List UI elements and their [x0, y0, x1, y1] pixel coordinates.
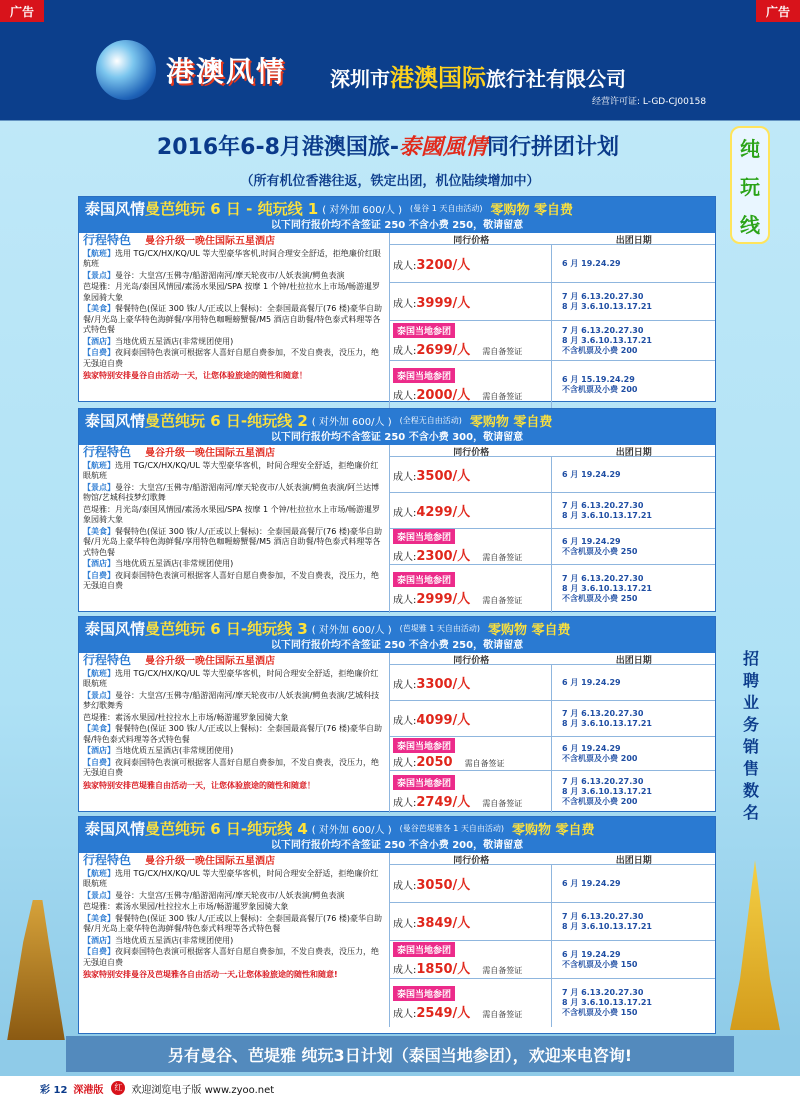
- price-amount: 3300/人: [416, 677, 471, 692]
- table-header: 同行价格 出团日期: [390, 653, 715, 665]
- bottom-banner: 另有曼谷、芭堤雅 纯玩3日计划（泰国当地参团），欢迎来电咨询!: [66, 1036, 734, 1072]
- price-row: [390, 565, 715, 613]
- edition-badge: 红: [111, 1081, 125, 1095]
- itinerary-section-2: [78, 408, 716, 612]
- date-line: 8 月 3.6.10.13.17.21: [562, 921, 652, 931]
- price-note: 以下同行报价均不含签证 250 不含小费 250，敬请留意: [79, 639, 715, 653]
- section-title: 泰国风情曼芭纯玩 6 日-纯玩线 3: [85, 619, 308, 638]
- itinerary-line: 【美食】餐餐特色(保证 300 铢/人/正或以上餐标)：全泰国最高餐厅(76 楼)豪华自助餐/月光岛上豪华特色海鲜餐/特色泰式料理等各式特色餐: [83, 913, 382, 933]
- section-header: [79, 409, 715, 431]
- local-tour-tag: 泰国当地参团: [393, 942, 455, 957]
- date-line: 7 月 6.13.20.27.30: [562, 500, 644, 510]
- itinerary-section-1: [78, 196, 716, 402]
- price-label: 成人:: [393, 680, 417, 691]
- price-label: 成人:: [393, 757, 417, 769]
- footer-bar: [0, 1076, 800, 1100]
- price-label: 成人:: [393, 390, 417, 402]
- visa-note: 需自备签证: [482, 553, 523, 562]
- itinerary-line: 【美食】餐餐特色(保证 300 铢/人/正或以上餐标)：全泰国最高餐厅(76 楼)豪华自助餐/月光岛上豪华特色海鲜餐/享用特色咖喱螃蟹餐/M5 酒店自助餐/特色泰式料理等各式特色餐: [83, 304, 382, 334]
- price-amount: 3500/人: [416, 469, 471, 484]
- date-line: 7 月 6.13.20.27.30: [562, 911, 644, 921]
- itinerary-line: 【航班】选用 TG/CX/HX/KQ/UL 等大型豪华客机，时间合理安全舒适，拒绝廉价红眼航班: [83, 668, 379, 688]
- date-line: 不含机票及小费 200: [562, 753, 638, 763]
- price-note: 以下同行报价均不含签证 250 不含小费 250，敬请留意: [79, 219, 715, 233]
- date-line: 6 月 19.24.29: [562, 949, 621, 959]
- date-line: 7 月 6.13.20.27.30: [562, 325, 644, 335]
- hotel-upgrade: 曼谷升级一晚住国际五星酒店: [145, 656, 276, 667]
- price-amount: 2749/人: [416, 794, 471, 810]
- price-label: 成人:: [393, 919, 417, 930]
- itinerary-line: 【航班】选用 TG/CX/HX/KQ/UL 等大型豪华客机，时间合理安全舒适，拒绝廉价红眼航班: [83, 868, 379, 888]
- date-line: 8 月 3.6.10.13.17.21: [562, 510, 652, 520]
- itinerary-line: 【自费】夜间泰国特色表演可根据客人喜好自愿自费参加，不发自费表，没压力，绝无强迫自费: [83, 947, 379, 967]
- license-number: 经营许可证: L-GD-CJ00158: [592, 97, 707, 107]
- visa-note: 需自备签证: [482, 347, 523, 356]
- local-tour-tag: 泰国当地参团: [393, 529, 455, 544]
- itinerary-line: 芭堤雅：月光岛/泰国风情园/素汤水果园/SPA 按摩 1 个钟/杜拉拉水上市场/畅游暹罗象园骑大象: [83, 504, 381, 524]
- itinerary-details: [79, 233, 389, 409]
- section-title: 泰国风情曼芭纯玩 6 日 - 纯玩线 1: [85, 199, 319, 218]
- recruit-notice: 招聘业务销售数名: [742, 649, 759, 822]
- ad-label-left: 广告: [0, 0, 44, 22]
- price-label: 成人:: [393, 346, 417, 357]
- price-table: [389, 445, 715, 613]
- price-row: [390, 865, 715, 903]
- date-line: 8 月 3.6.10.13.17.21: [562, 335, 652, 345]
- price-row: [390, 737, 715, 771]
- price-row: [390, 245, 715, 283]
- price-note: 以下同行报价均不含签证 250 不含小费 300，敬请留意: [79, 431, 715, 445]
- itinerary-line: 【景点】曼谷：大皇宫/玉佛寺/船游湄南河/摩天轮夜市/人妖表演/鳄鱼表演/艺城科技梦幻歌舞秀: [83, 690, 380, 710]
- feature-heading: 行程特色: [83, 853, 132, 867]
- hotel-upgrade: 曼谷升级一晚住国际五星酒店: [145, 856, 276, 867]
- feature-heading: 行程特色: [83, 653, 132, 667]
- hotel-upgrade: 曼谷升级一晚住国际五星酒店: [145, 236, 276, 247]
- zero-shopping-label: 零购物 零自费: [490, 202, 573, 218]
- visa-note: 需自备签证: [482, 966, 523, 975]
- price-amount: 2300/人: [416, 549, 471, 564]
- date-line: 7 月 6.13.20.27.30: [562, 574, 644, 583]
- price-amount: 3849/人: [416, 916, 471, 931]
- date-line: 6 月 19.24.29: [562, 536, 621, 546]
- local-tour-tag: 泰国当地参团: [393, 738, 455, 753]
- section-title: 泰国风情曼芭纯玩 6 日-纯玩线 2: [85, 411, 308, 430]
- local-tour-tag: 泰国当地参团: [393, 323, 455, 338]
- edition-label: 深港版: [73, 1084, 104, 1096]
- price-amount: 2549/人: [416, 1005, 471, 1021]
- visa-note: 需自备签证: [482, 1009, 523, 1019]
- free-activity-note: (芭堤雅 1 天自由活动): [399, 623, 481, 633]
- price-label: 成人:: [393, 508, 417, 519]
- date-line: 不含机票及小费 200: [562, 385, 638, 394]
- date-line: 6 月 19.24.29: [562, 469, 621, 479]
- itinerary-line: 芭堤雅：月光岛/泰国风情园/素汤水果园/SPA 按摩 1 个钟/杜拉拉水上市场/畅游暹罗象园骑大象: [83, 282, 381, 302]
- price-amount: 2000/人: [416, 387, 471, 403]
- date-line: 8 月 3.6.10.13.17.21: [562, 998, 652, 1007]
- date-line: 7 月 6.13.20.27.30: [562, 291, 644, 301]
- price-row: [390, 361, 715, 409]
- price-amount: 4299/人: [416, 505, 471, 520]
- brand-name: 港澳风情: [166, 55, 287, 88]
- itinerary-line: 【景点】曼谷：大皇宫/玉佛寺/船游湄南河/摩天轮夜市/人妖表演/鳄鱼表演: [83, 890, 345, 900]
- date-line: 7 月 6.13.20.27.30: [562, 777, 644, 786]
- price-label: 成人:: [393, 552, 417, 563]
- price-table: [389, 853, 715, 1027]
- extra-price: ( 对外加 600/人 ): [311, 416, 392, 428]
- price-label: 成人:: [393, 472, 417, 483]
- extra-price: ( 对外加 600/人 ): [311, 624, 392, 636]
- itinerary-line: 【景点】曼谷：大皇宫/玉佛寺/船游湄南河/摩天轮夜市/人妖表演/鳄鱼表演/阿兰达博物馆/艺城科技梦幻歌舞: [83, 482, 380, 502]
- date-line: 6 月 19.24.29: [562, 677, 621, 687]
- price-amount: 4099/人: [416, 713, 471, 728]
- table-header: 同行价格 出团日期: [390, 233, 715, 245]
- price-note: 以下同行报价均不含签证 250 不含小费 200，敬请留意: [79, 839, 715, 853]
- date-line: 不含机票及小费 200: [562, 797, 638, 806]
- special-note: 独家特别安排曼谷及芭堤雅各自由活动一天,让您体验旅途的随性和随意!: [83, 970, 338, 979]
- section-header: [79, 617, 715, 639]
- itinerary-line: 【自费】夜间泰国特色表演可根据客人喜好自愿自费参加，不发自费表，没压力，绝无强迫自费: [83, 348, 379, 368]
- price-amount: 2999/人: [416, 591, 471, 607]
- date-line: 不含机票及小费 150: [562, 1008, 638, 1017]
- date-line: 6 月 19.24.29: [562, 258, 621, 268]
- price-table: [389, 653, 715, 813]
- side-tag: 纯 玩 线: [730, 126, 770, 244]
- free-activity-note: (曼谷 1 天自由活动): [410, 203, 483, 213]
- price-label: 成人:: [393, 1008, 417, 1020]
- date-line: 8 月 3.6.10.13.17.21: [562, 718, 652, 728]
- price-row: [390, 701, 715, 737]
- page-number: 彩 12: [40, 1084, 68, 1096]
- price-label: 成人:: [393, 965, 417, 976]
- price-row: [390, 771, 715, 813]
- price-row: [390, 941, 715, 979]
- special-note: 独家特别安排芭堤雅自由活动一天，让您体验旅途的随性和随意！: [83, 780, 315, 790]
- price-row: [390, 283, 715, 321]
- visa-note: 需自备签证: [482, 798, 523, 808]
- date-line: 6 月 15.19.24.29: [562, 375, 635, 384]
- price-label: 成人:: [393, 594, 417, 606]
- itinerary-line: 【美食】餐餐特色(保证 300 铢/人/正或以上餐标)：全泰国最高餐厅(76 楼)豪华自助餐/月光岛上豪华特色海鲜餐/享用特色咖喱螃蟹餐/M5 酒店自助餐/特色泰式料理等各式特色餐: [83, 526, 382, 557]
- itinerary-line: 【自费】夜间泰国特色表演可根据客人喜好自愿自费参加，不发自费表，没压力，绝无强迫自费: [83, 570, 379, 590]
- zero-shopping-label: 零购物 零自费: [512, 822, 595, 838]
- itinerary-line: 【酒店】当地优质五星酒店(非常规团使用): [83, 336, 234, 346]
- date-line: 8 月 3.6.10.13.17.21: [562, 301, 652, 311]
- price-amount: 3999/人: [416, 296, 471, 311]
- section-header: [79, 197, 715, 219]
- date-line: 不含机票及小费 200: [562, 345, 638, 355]
- visa-note: 需自备签证: [464, 758, 505, 768]
- date-line: 7 月 6.13.20.27.30: [562, 988, 644, 997]
- itinerary-line: 【酒店】当地优质五星酒店(非常规团使用): [83, 559, 234, 568]
- date-line: 不含机票及小费 250: [562, 546, 638, 556]
- price-amount: 2050: [416, 754, 453, 770]
- feature-heading: 行程特色: [83, 445, 132, 459]
- price-amount: 3050/人: [416, 878, 471, 893]
- price-row: [390, 665, 715, 701]
- price-amount: 3200/人: [416, 258, 471, 273]
- feature-heading: 行程特色: [83, 233, 132, 247]
- subtitle: （所有机位香港往返，铁定出团，机位陆续增加中）: [240, 174, 540, 189]
- table-header: 同行价格 出团日期: [390, 853, 715, 865]
- section-header: [79, 817, 715, 839]
- zero-shopping-label: 零购物 零自费: [488, 622, 571, 638]
- itinerary-line: 【酒店】当地优质五星酒店(非常规团使用): [83, 935, 234, 945]
- globe-logo-icon: [96, 40, 156, 100]
- date-line: 7 月 6.13.20.27.30: [562, 708, 644, 718]
- price-amount: 2699/人: [416, 343, 471, 358]
- itinerary-line: 【美食】餐餐特色(保证 300 铢/人/正或以上餐标)：全泰国最高餐厅(76 楼)豪华自助餐/特色泰式料理等各式特色餐: [83, 724, 382, 744]
- itinerary-line: 【航班】选用 TG/CX/HX/KQ/UL 等大型豪华客机，时间合理安全舒适，拒绝廉价红眼航班: [83, 460, 379, 480]
- price-row: [390, 903, 715, 941]
- itinerary-details: [79, 853, 389, 1027]
- itinerary-line: 【酒店】当地优质五星酒店(非常规团使用): [83, 746, 234, 755]
- date-line: 8 月 3.6.10.13.17.21: [562, 584, 652, 593]
- itinerary-section-4: [78, 816, 716, 1034]
- extra-price: ( 对外加 600/人 ): [322, 204, 403, 216]
- itinerary-line: 芭堤雅：素汤水果园/杜拉拉水上市场/畅游暹罗象园骑大象: [83, 902, 289, 911]
- visa-note: 需自备签证: [482, 391, 523, 401]
- extra-price: ( 对外加 600/人 ): [311, 824, 392, 836]
- table-header: 同行价格 出团日期: [390, 445, 715, 457]
- price-row: [390, 457, 715, 493]
- date-line: 8 月 3.6.10.13.17.21: [562, 787, 652, 796]
- price-label: 成人:: [393, 881, 417, 892]
- zero-shopping-label: 零购物 零自费: [469, 414, 553, 430]
- hotel-upgrade: 曼谷升级一晚住国际五星酒店: [145, 448, 276, 459]
- visa-note: 需自备签证: [482, 595, 523, 605]
- local-tour-tag: 泰国当地参团: [393, 986, 455, 1001]
- price-row: [390, 493, 715, 529]
- local-tour-tag: 泰国当地参团: [393, 775, 455, 790]
- main-title: 2016年6-8月港澳国旅-泰國風情同行拼团计划: [156, 135, 620, 160]
- itinerary-details: [79, 653, 389, 813]
- company-name: 深圳市港澳国际旅行社有限公司: [330, 64, 626, 92]
- price-row: [390, 529, 715, 565]
- section-title: 泰国风情曼芭纯玩 6 日-纯玩线 4: [85, 819, 308, 838]
- date-line: 6 月 19.24.29: [562, 878, 621, 888]
- price-table: [389, 233, 715, 409]
- site-link[interactable]: 欢迎浏览电子版 www.zyoo.net: [131, 1084, 275, 1096]
- special-note: 独家特别安排曼谷自由活动一天，让您体验旅途的随性和随意！: [83, 371, 307, 380]
- price-row: [390, 321, 715, 361]
- price-label: 成人:: [393, 299, 417, 310]
- itinerary-section-3: [78, 616, 716, 812]
- date-line: 6 月 19.24.29: [562, 743, 621, 753]
- itinerary-details: [79, 445, 389, 613]
- itinerary-line: 【航班】选用 TG/CX/HX/KQ/UL 等大型豪华客机,时间合理安全舒适，拒绝廉价红眼航班: [83, 248, 381, 268]
- price-label: 成人:: [393, 261, 417, 272]
- itinerary-line: 【自费】夜间泰国特色表演可根据客人喜好自愿自费参加，不发自费表，没压力，绝无强迫自费: [83, 757, 379, 777]
- price-row: [390, 979, 715, 1027]
- price-label: 成人:: [393, 797, 417, 809]
- price-label: 成人:: [393, 716, 417, 727]
- ad-label-right: 广告: [756, 0, 800, 22]
- local-tour-tag: 泰国当地参团: [393, 572, 455, 587]
- local-tour-tag: 泰国当地参团: [393, 368, 455, 383]
- itinerary-line: 【景点】曼谷：大皇宫/玉佛寺/船游湄南河/摩天轮夜市/人妖表演/鳄鱼表演: [83, 270, 345, 280]
- free-activity-note: (曼谷芭堤雅各 1 天自由活动): [399, 823, 505, 833]
- free-activity-note: (全程无自由活动): [399, 415, 462, 425]
- date-line: 不含机票及小费 250: [562, 594, 638, 603]
- date-line: 不含机票及小费 150: [562, 959, 638, 969]
- price-amount: 1850/人: [416, 962, 471, 977]
- itinerary-line: 芭堤雅：素汤水果园/杜拉拉水上市场/畅游暹罗象园骑大象: [83, 712, 289, 722]
